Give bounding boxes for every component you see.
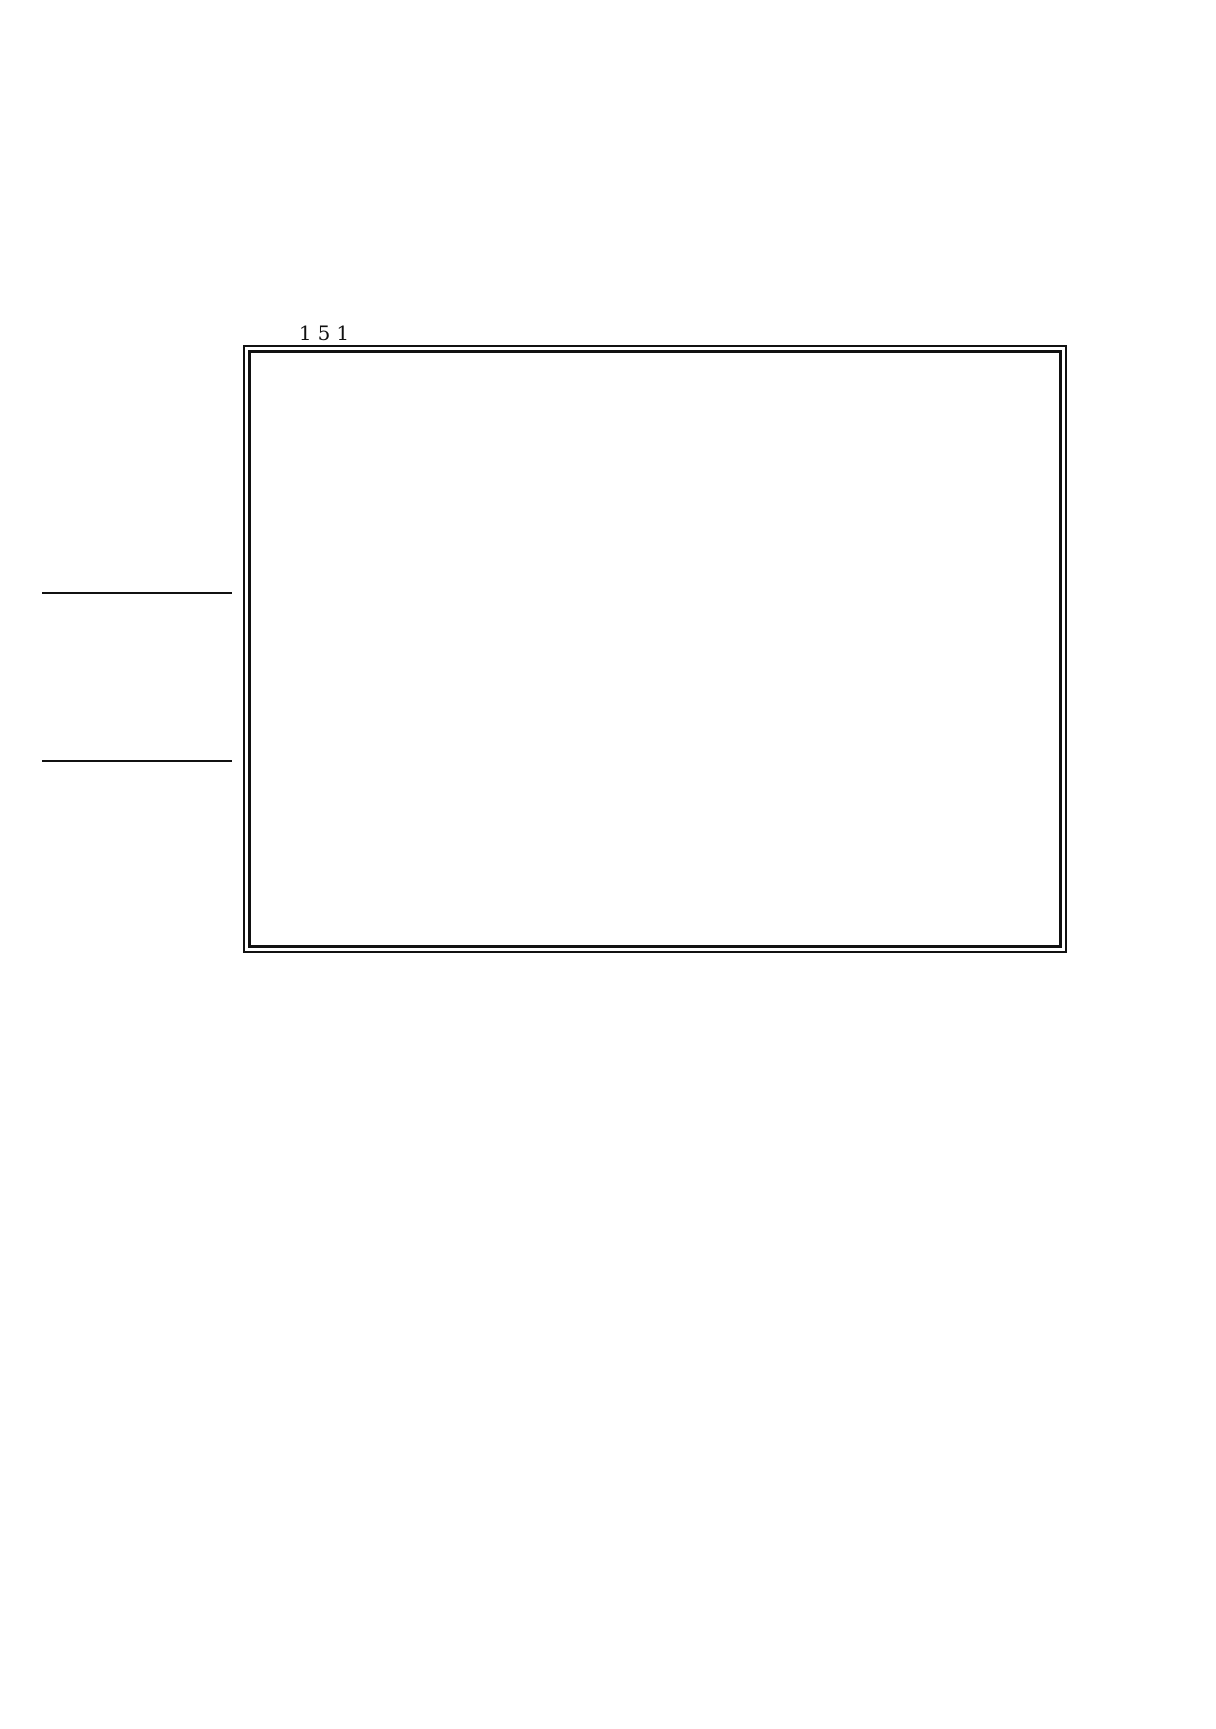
main-text-box bbox=[248, 350, 1062, 948]
page-number: 151 bbox=[298, 321, 356, 345]
side-column bbox=[42, 350, 230, 962]
side-column-divider bbox=[42, 592, 232, 594]
side-column-divider bbox=[42, 760, 232, 762]
